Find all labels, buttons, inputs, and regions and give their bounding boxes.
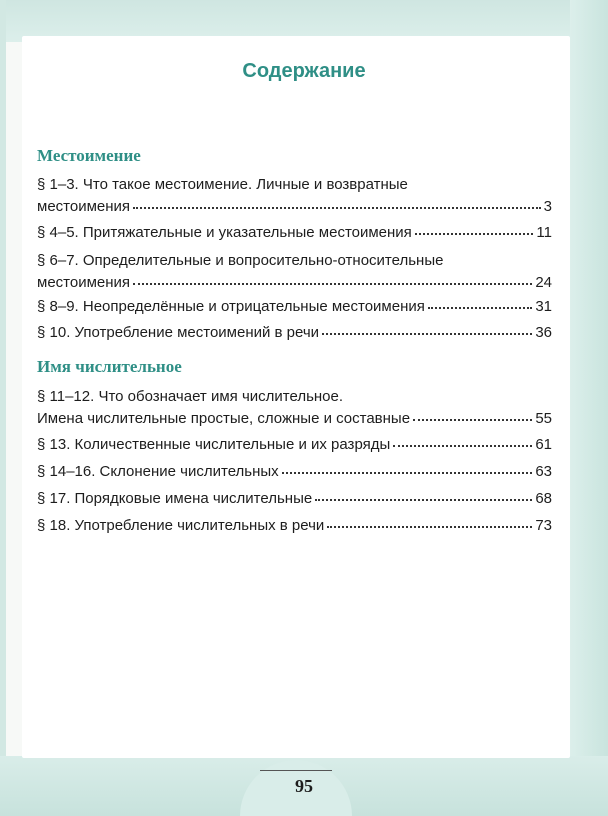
toc-entry[interactable] [37, 386, 552, 430]
toc-entry-title: § 13. Количественные числительные и их разряды [37, 436, 391, 453]
toc-entry-title: § 1–3. Что такое местоимение. Личные и возвратные [37, 176, 408, 193]
decorative-frame-right [570, 0, 608, 816]
toc-entry-page: 24 [535, 274, 552, 291]
toc-entry-title: § 11–12. Что обозначает имя числительное. [37, 388, 344, 405]
dot-leader [315, 498, 532, 501]
page-title: Содержание [242, 60, 366, 82]
toc-entry[interactable] [37, 515, 552, 537]
dot-leader [393, 444, 532, 447]
toc-entry-page: 63 [535, 463, 552, 480]
toc-entry-page: 68 [535, 490, 552, 507]
toc-entry[interactable] [37, 296, 552, 318]
page-number: 95 [295, 776, 313, 796]
toc-entry-title: § 18. Употребление числительных в речи [37, 517, 325, 534]
toc-entry[interactable] [37, 322, 552, 344]
section-heading-pronoun: Местоимение [37, 146, 141, 165]
toc-entry-page: 61 [535, 436, 552, 453]
toc-entry[interactable] [37, 461, 552, 483]
dot-leader [415, 232, 534, 235]
dot-leader [133, 206, 541, 209]
toc-entry-page: 55 [535, 410, 552, 427]
toc-entry-title-cont: Имена числительные простые, сложные и составные [37, 410, 411, 427]
toc-entry[interactable] [37, 174, 552, 218]
toc-entry[interactable] [37, 250, 552, 294]
dot-leader [327, 525, 532, 528]
dot-leader [322, 332, 532, 335]
toc-entry-title: § 8–9. Неопределённые и отрицательные местоимения [37, 298, 425, 315]
section-heading-numeral: Имя числительное [37, 357, 182, 376]
toc-entry-page: 36 [535, 324, 552, 341]
toc-entry-title: § 17. Порядковые имена числительные [37, 490, 313, 507]
dot-leader [133, 282, 532, 285]
dot-leader [428, 306, 532, 309]
toc-entry-title: § 6–7. Определительные и вопросительно-относительные [37, 252, 444, 269]
toc-entry-page: 3 [543, 198, 552, 215]
toc-entry[interactable] [37, 222, 552, 244]
toc-entry-page: 11 [536, 224, 552, 241]
page-number-rule [260, 770, 332, 771]
toc-entry-page: 73 [535, 517, 552, 534]
toc-entry-title-cont: местоимения [37, 274, 131, 291]
toc-entry[interactable] [37, 488, 552, 510]
toc-entry-page: 31 [535, 298, 552, 315]
toc-entry-title-cont: местоимения [37, 198, 131, 215]
dot-leader [282, 471, 533, 474]
decorative-frame-left [0, 0, 6, 816]
toc-entry-title: § 10. Употребление местоимений в речи [37, 324, 320, 341]
toc-entry-title: § 4–5. Притяжательные и указательные местоимения [37, 224, 412, 241]
toc-entry-title: § 14–16. Склонение числительных [37, 463, 279, 480]
dot-leader [413, 418, 532, 421]
toc-entry[interactable] [37, 434, 552, 456]
